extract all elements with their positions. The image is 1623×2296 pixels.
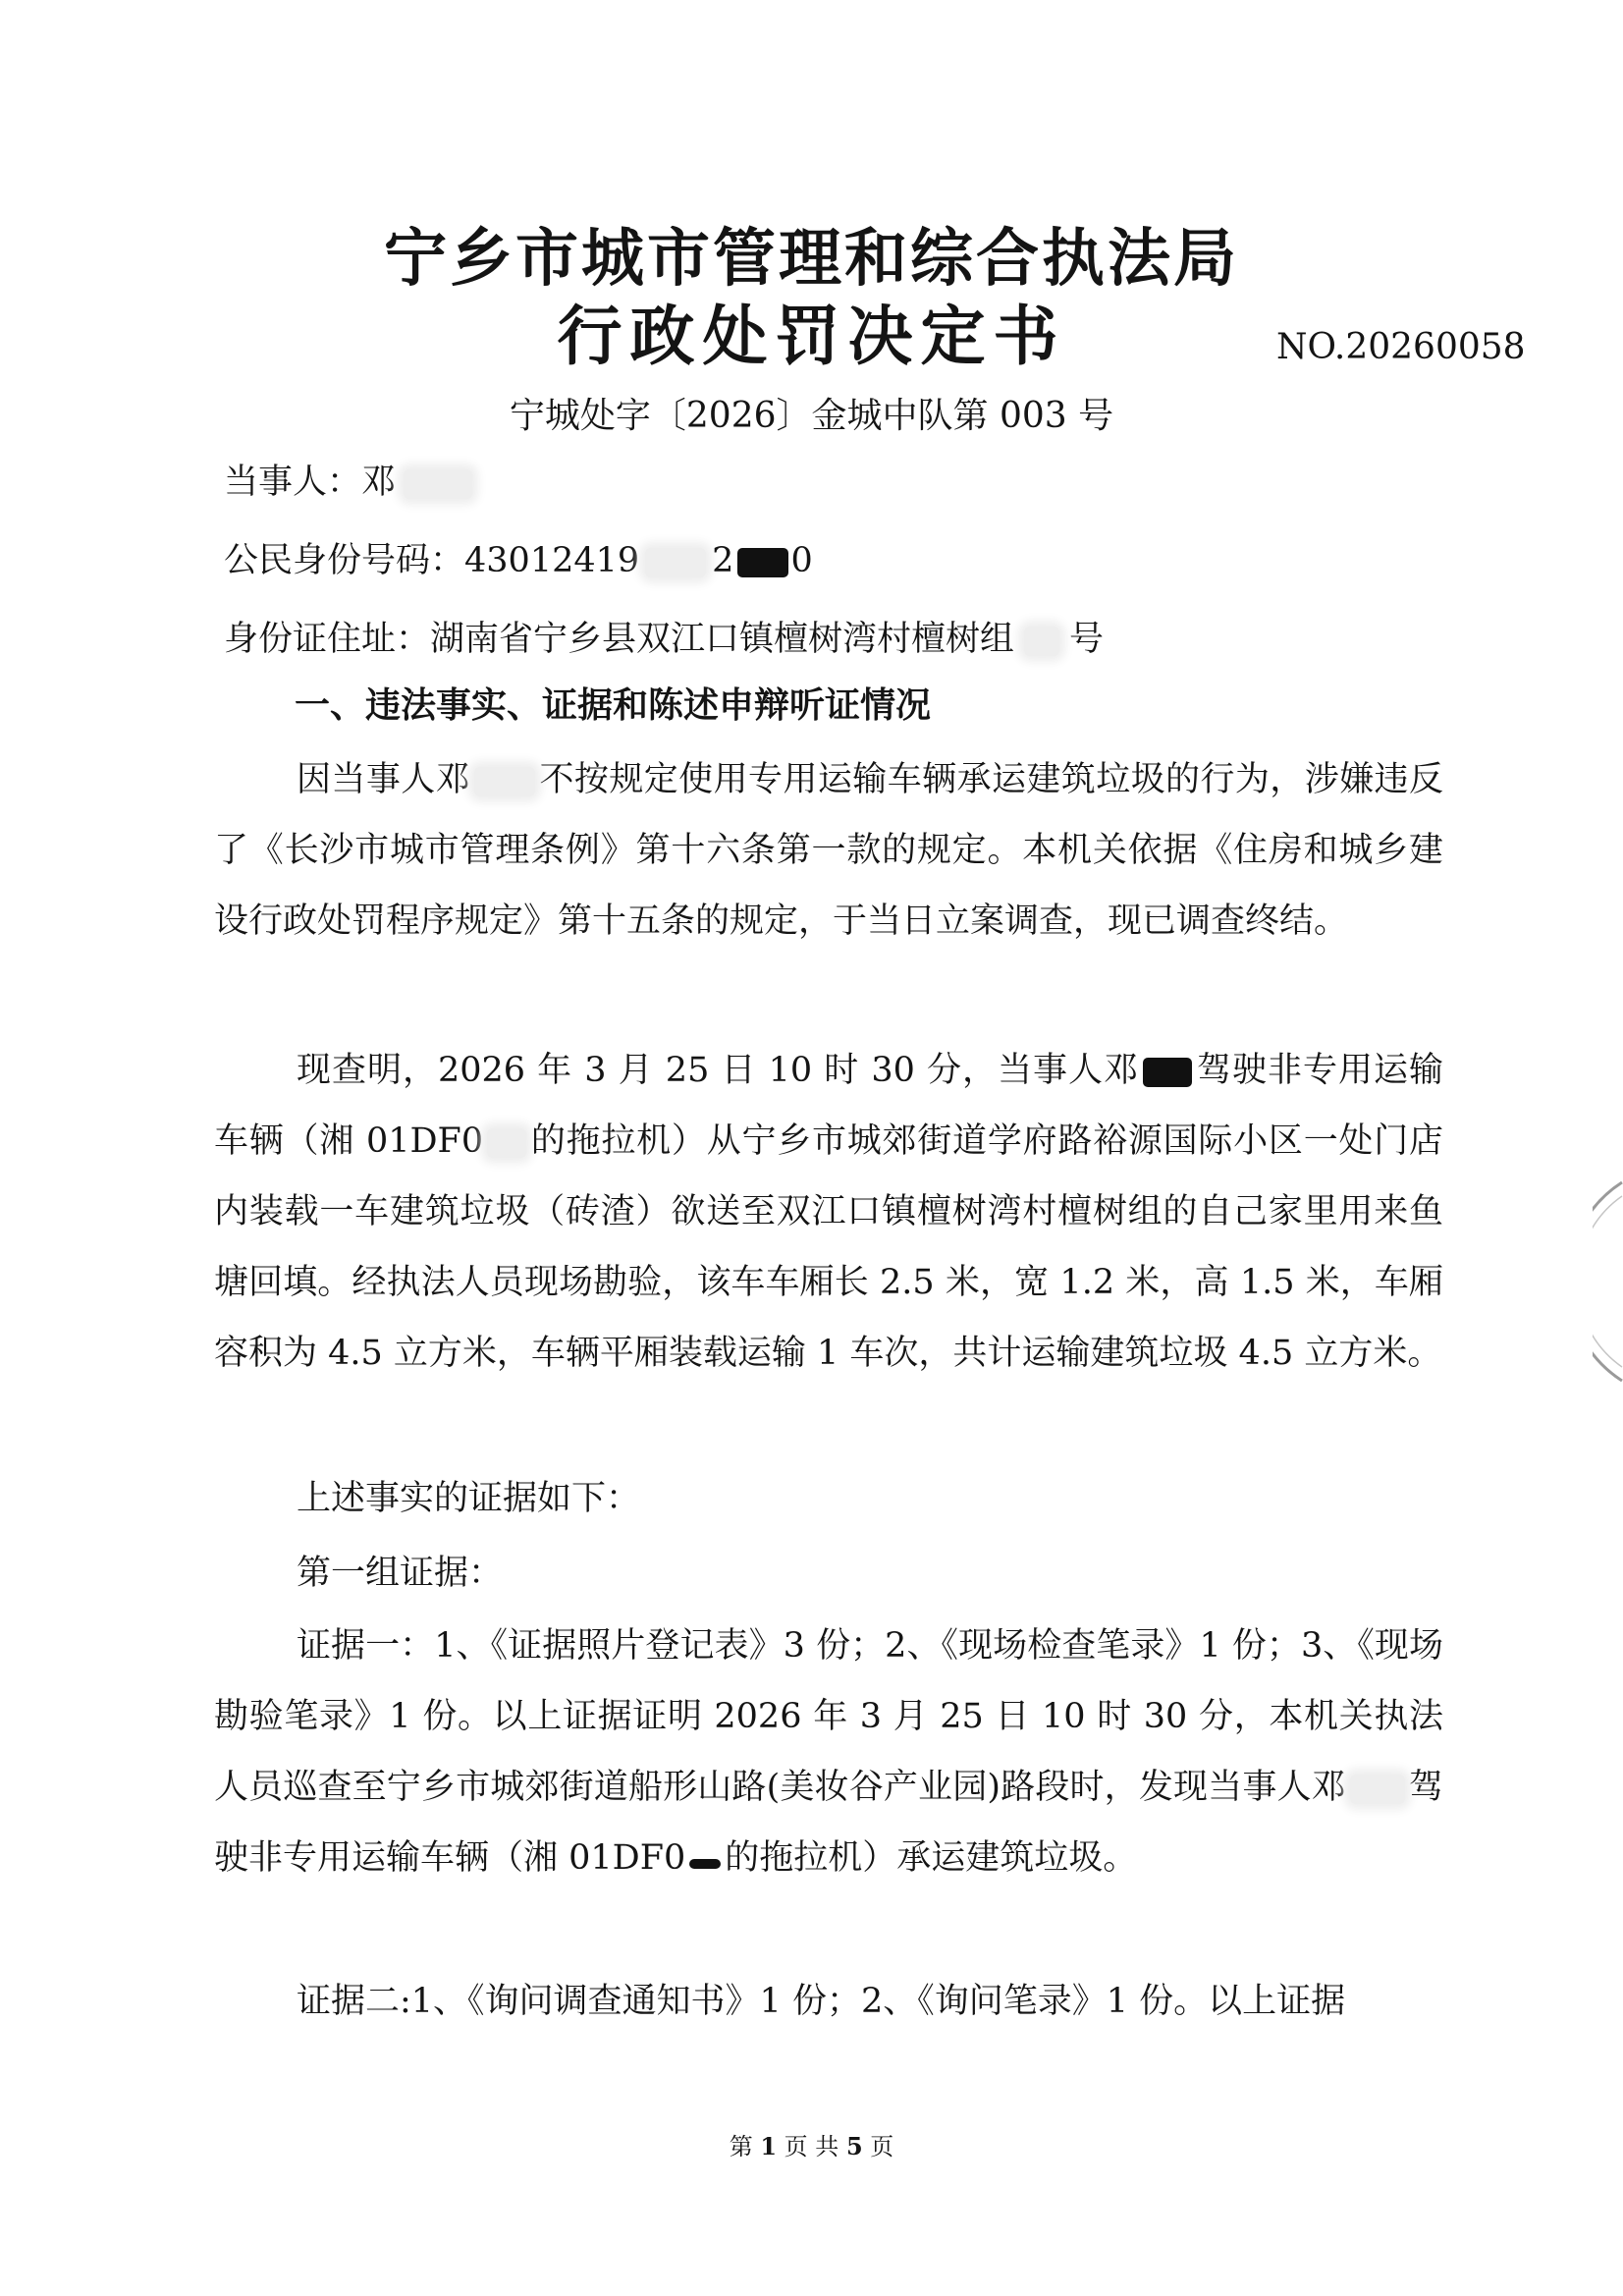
section-heading: 一、违法事实、证据和陈述申辩听证情况 — [295, 684, 932, 726]
redaction-blur — [645, 548, 706, 577]
paragraph-text: 现查明，2026 年 3 月 25 日 10 时 30 分，当事人邓 — [297, 1051, 1139, 1090]
party-id-prefix: 43012419 — [464, 541, 640, 580]
paragraph-text: 不按规定使用专用运输车辆承运建筑垃圾的行为，涉嫌违反了《长沙市城市管理条例》第十六条第一款的规定。本机关依据《住房和城乡建设行政处罚程序规定》第十五条的规定，于当日立案调查，现已调查终结。 — [214, 760, 1443, 941]
footer-text: 页 — [870, 2133, 894, 2160]
official-seal-edge — [1593, 1178, 1623, 1385]
party-name-field — [224, 458, 1451, 536]
paragraph-text: 驾驶非专用运输车辆（湘 01DF0 — [214, 1051, 1443, 1161]
party-name-label: 当事人： — [224, 463, 362, 502]
footer-text: 页 共 — [784, 2133, 839, 2160]
redaction-blur — [404, 469, 472, 499]
paragraph-text: 的拖拉机）承运建筑垃圾。 — [725, 1838, 1138, 1878]
page-footer — [0, 2131, 1623, 2162]
paragraph-text: 因当事人邓 — [297, 760, 471, 799]
redaction-blur — [487, 1128, 526, 1158]
footer-page-number: 1 — [760, 2132, 778, 2160]
party-name-value: 邓 — [361, 463, 397, 502]
party-address-suffix: 号 — [1069, 620, 1105, 659]
paragraph-evidence-intro: 上述事实的证据如下： — [297, 1479, 641, 1518]
document-title: 行政处罚决定书 — [557, 298, 1066, 374]
party-id-middle: 2 — [712, 541, 734, 580]
paragraph-text: 驾驶非专用运输车辆（湘 01DF0 — [214, 1768, 1443, 1878]
redaction-bar — [737, 548, 788, 577]
paragraph-evidence-two: 证据二:1、《询问调查通知书》1 份；2、《询问笔录》1 份。以上证据 — [297, 1982, 1346, 2021]
footer-text: 第 — [729, 2133, 753, 2160]
redaction-bar — [1143, 1058, 1192, 1087]
redaction-blur — [1024, 627, 1059, 656]
redaction-bar — [689, 1859, 721, 1869]
reference-number: 宁城处字〔2026〕金城中队第 003 号 — [509, 396, 1114, 436]
paragraph-evidence-one — [214, 1611, 1443, 1893]
paragraph-case-filing — [214, 744, 1443, 957]
party-address-value: 湖南省宁乡县双江口镇檀树湾村檀树组 — [430, 620, 1015, 659]
paragraph-text: 证据一：1、《证据照片登记表》3 份；2、《现场检查笔录》1 份；3、《现场勘验笔录》1 份。以上证据证明 2026 年 3 月 25 日 10 时 30 分，本机关执法人员巡查至宁乡市城郊街道船形山路(美妆谷产业园)路段时，发现当事人邓 — [214, 1626, 1443, 1807]
redaction-blur — [1350, 1775, 1405, 1804]
paragraph-evidence-group: 第一组证据： — [297, 1554, 504, 1593]
party-address-label: 身份证住址： — [224, 620, 431, 659]
organization-title: 宁乡市城市管理和综合执法局 — [384, 222, 1239, 296]
party-id-field — [224, 536, 1451, 615]
paragraph-text: 的拖拉机）从宁乡市城郊街道学府路裕源国际小区一处门店内装载一车建筑垃圾（砖渣）欲送至双江口镇檀树湾村檀树组的自己家里用来鱼塘回填。经执法人员现场勘验，该车车厢长 2.5 米，宽 1.2 米，高 1.5 米，车厢容积为 4.5 立方米，车辆平厢装载运输 1 车次，共计运输建筑垃圾 4.5 立方米。 — [214, 1121, 1443, 1373]
party-id-suffix: 0 — [790, 541, 813, 580]
paragraph-findings — [214, 1035, 1443, 1389]
party-info — [224, 458, 1451, 693]
redaction-blur — [474, 767, 535, 796]
party-id-label: 公民身份号码： — [224, 541, 465, 580]
document-number: NO.20260058 — [1276, 327, 1526, 367]
footer-total-pages: 5 — [845, 2132, 863, 2160]
